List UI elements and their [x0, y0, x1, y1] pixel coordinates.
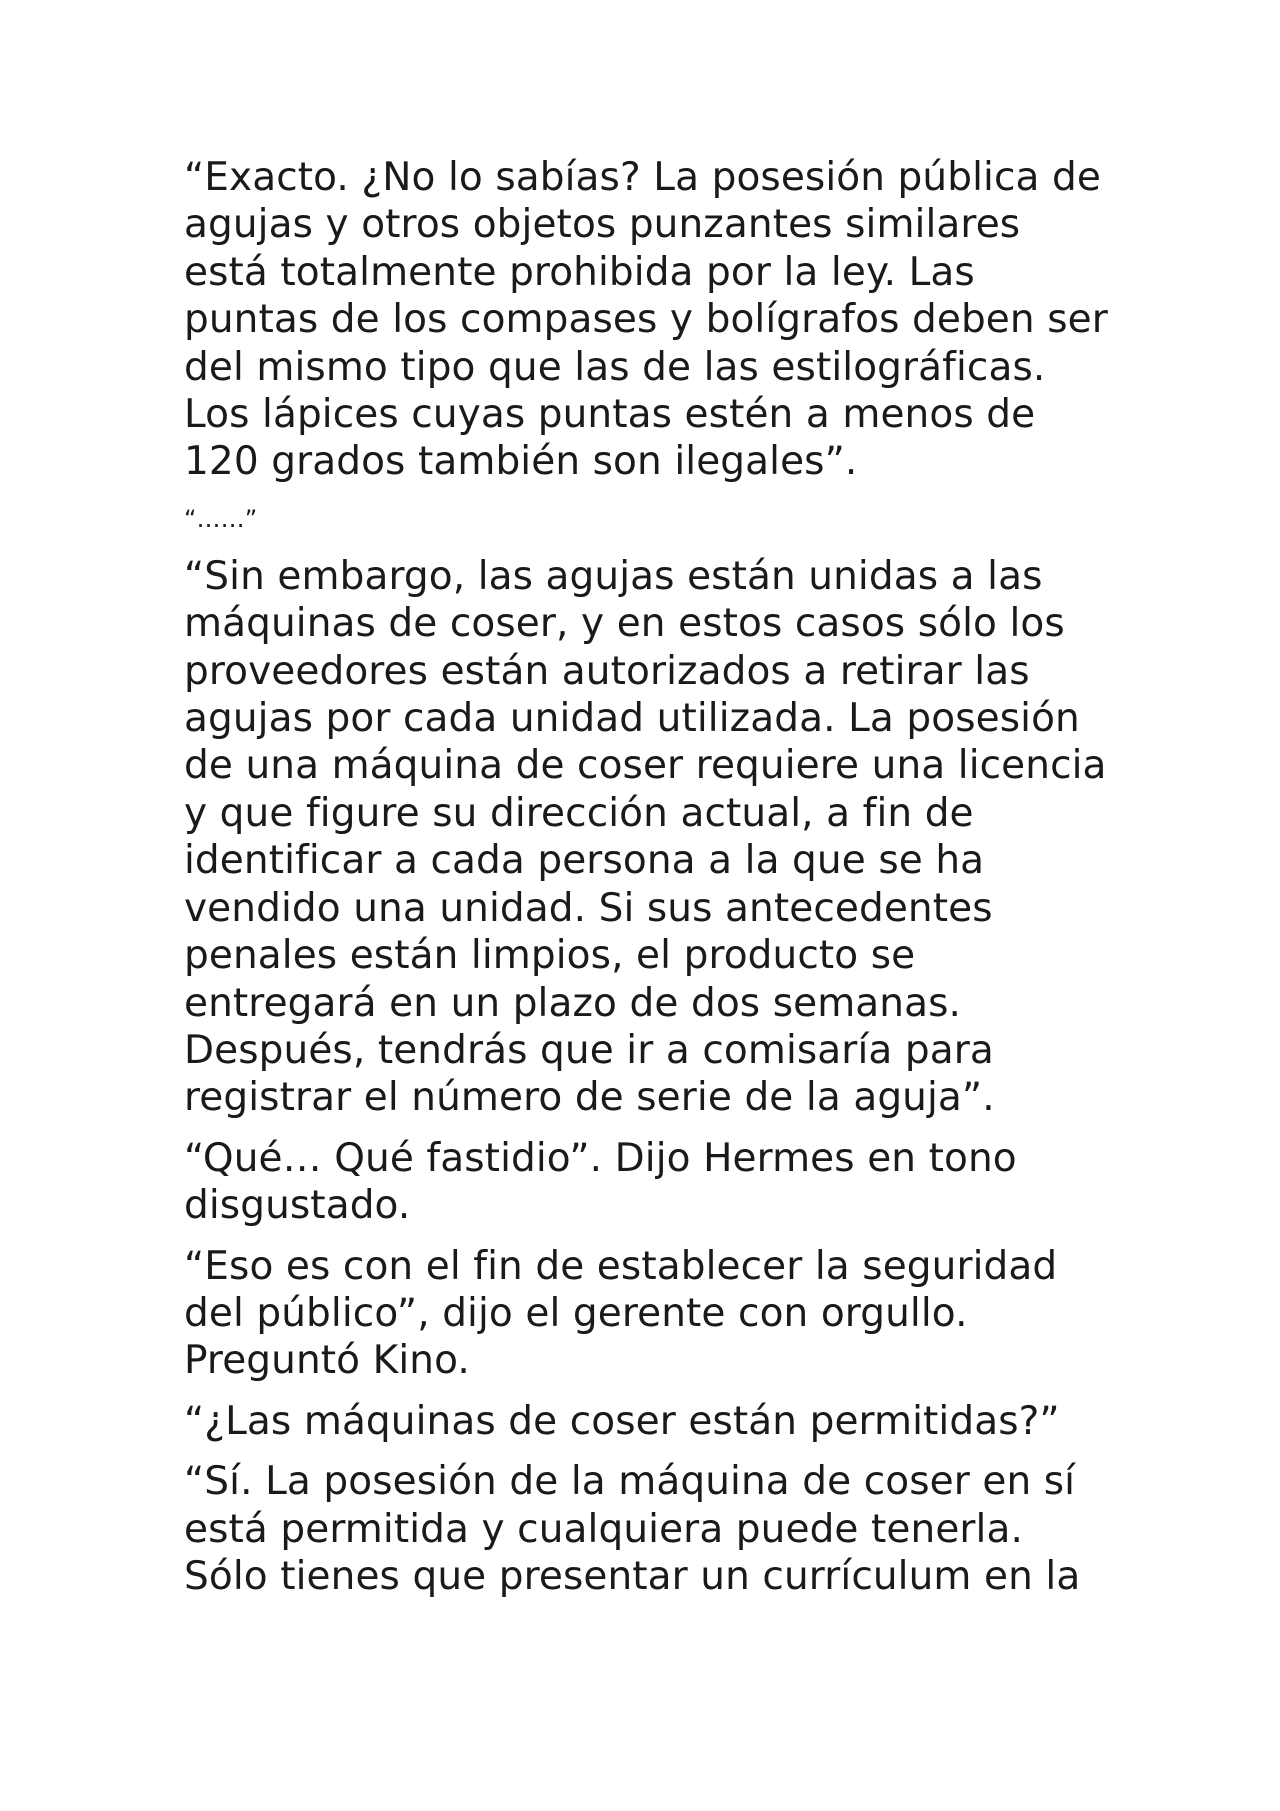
paragraph-hermes: “Qué… Qué fastidio”. Dijo Hermes en tono disgustado.	[184, 1135, 1017, 1229]
paragraph-manager: “Eso es con el fin de establecer la seguridad del público”, dijo el gerente con orgullo. Preguntó Kino.	[184, 1243, 1058, 1384]
paragraph-sewing-needles: “Sin embargo, las agujas están unidas a las máquinas de coser, y en estos casos sólo los proveedores están autorizados a retirar las agujas por cada unidad utilizada. La posesión de una máquina de coser requiere una licencia y que figure su dirección actual, a fin de identificar a cada persona a la que se ha vendido una unidad. Si sus antecedentes penales están limpios, el producto se entregará en un plazo de dos semanas. Después, tendrás que ir a comisaría para registrar el número de serie de la aguja”.	[184, 553, 1107, 1121]
paragraph-kino-question: “¿Las máquinas de coser están permitidas?”	[184, 1398, 1060, 1444]
paragraph-answer: “Sí. La posesión de la máquina de coser en sí está permitida y cualquiera puede tenerla. Sólo tienes que presentar un currículum en la	[184, 1459, 1081, 1599]
paragraph-prohibition: “Exacto. ¿No lo sabías? La posesión pública de agujas y otros objetos punzantes similares está totalmente prohibida por la ley. Las puntas de los compases y bolígrafos deben ser del mismo tipo que las de las estilográficas. Los lápices cuyas puntas estén a menos de 120 grados también son ilegales”.	[184, 155, 1108, 485]
paragraph-silence: “……”	[184, 504, 258, 533]
body-text	[184, 154, 1124, 1613]
